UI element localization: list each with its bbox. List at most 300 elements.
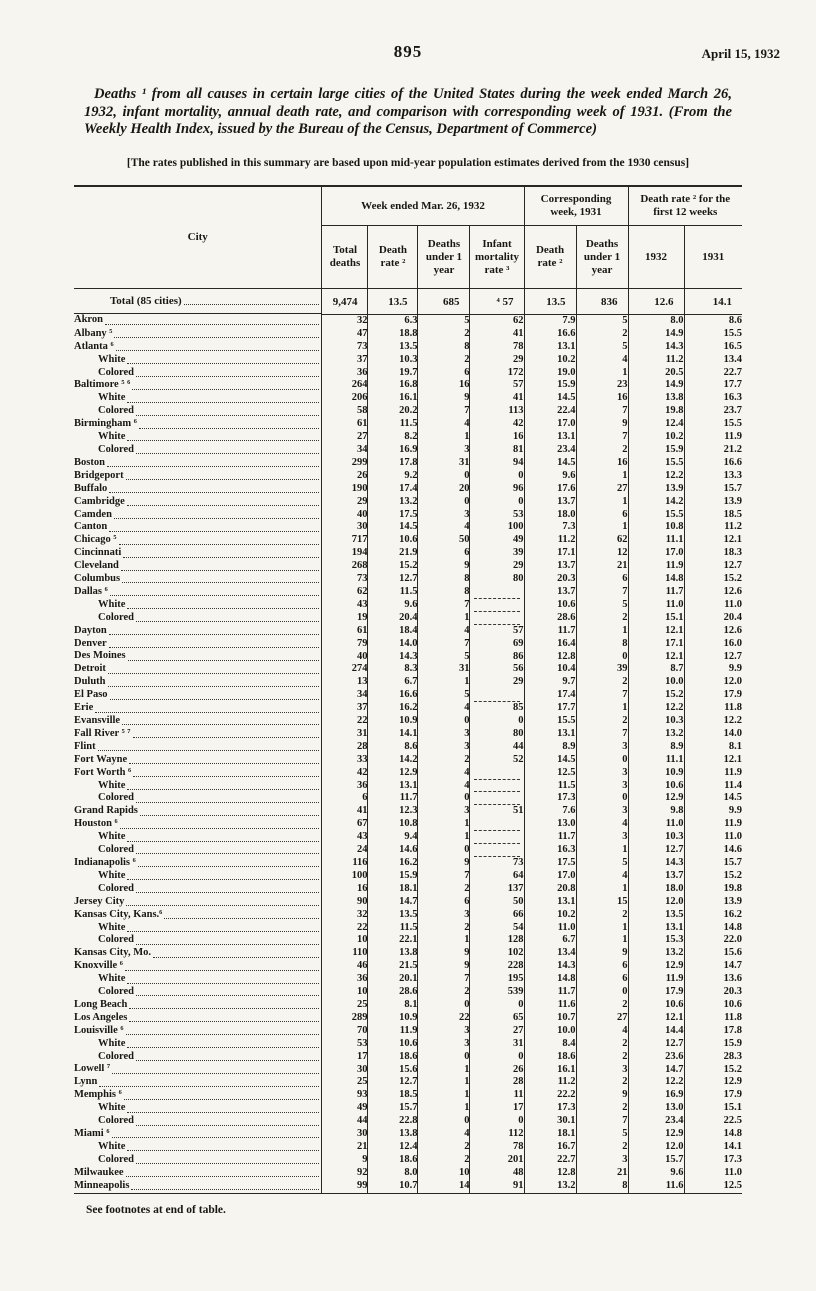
value-cell: 51 (470, 805, 524, 818)
value-cell: 13.5 (628, 909, 684, 922)
value-cell: 1 (418, 612, 470, 625)
value-cell: 9 (576, 1089, 628, 1102)
city-name: Colored (97, 844, 134, 856)
value-cell: 3 (418, 805, 470, 818)
value-cell: 10.9 (628, 767, 684, 780)
value-cell: 12.9 (684, 1076, 742, 1089)
value-cell: 22.1 (368, 934, 418, 947)
table-row (74, 1154, 742, 1167)
city-name: Colored (97, 611, 134, 623)
value-cell: 11.4 (684, 780, 742, 793)
value-cell: 57 (470, 625, 524, 638)
city-name: Cleveland (73, 560, 119, 572)
dot-leader (129, 1021, 319, 1022)
value-cell: 9.4 (368, 831, 418, 844)
city-cell (74, 1102, 322, 1115)
value-cell: 42 (470, 418, 524, 431)
value-cell: 15.2 (684, 573, 742, 586)
dot-leader (95, 712, 319, 713)
value-cell: 22.8 (368, 1115, 418, 1128)
city-cell (74, 689, 322, 702)
value-cell: 1 (576, 470, 628, 483)
dot-leader (127, 931, 319, 932)
value-cell: 685 (418, 289, 470, 315)
value-cell: 34 (322, 689, 368, 702)
value-cell: 22.0 (684, 934, 742, 947)
value-cell: 30.1 (524, 1115, 576, 1128)
value-cell: 14.3 (524, 960, 576, 973)
city-cell (74, 314, 322, 327)
value-cell: 8 (418, 341, 470, 354)
value-cell: 16.1 (368, 392, 418, 405)
value-cell: 11.8 (684, 1012, 742, 1025)
value-cell: 8.9 (524, 741, 576, 754)
city-cell (74, 780, 322, 793)
value-cell: 6 (418, 896, 470, 909)
city-cell (74, 741, 322, 754)
value-cell: 0 (418, 844, 470, 857)
value-cell: 12.2 (684, 715, 742, 728)
value-cell (470, 612, 524, 625)
value-cell: 11.5 (524, 780, 576, 793)
value-cell: 3 (576, 805, 628, 818)
value-cell: 4 (418, 418, 470, 431)
value-cell: 47 (322, 328, 368, 341)
table-row (74, 934, 742, 947)
city-name: Colored (97, 986, 134, 998)
value-cell: 15.5 (684, 328, 742, 341)
value-cell: 4 (418, 767, 470, 780)
value-cell: 15.3 (628, 934, 684, 947)
value-cell: 61 (322, 418, 368, 431)
city-name: Boston (73, 456, 105, 468)
value-cell: 39 (470, 547, 524, 560)
dot-leader (127, 789, 319, 790)
value-cell: 18.0 (628, 883, 684, 896)
value-cell: 14.9 (628, 379, 684, 392)
dot-leader (126, 479, 320, 480)
value-cell: 17.9 (684, 689, 742, 702)
blank-dashes (474, 615, 519, 625)
value-cell: 100 (470, 521, 524, 534)
city-cell (74, 289, 322, 314)
value-cell: 18.1 (368, 883, 418, 896)
value-cell: 11.2 (684, 521, 742, 534)
value-cell: 9.2 (368, 470, 418, 483)
dot-leader (114, 337, 319, 338)
value-cell: 16 (322, 883, 368, 896)
city-name: Fall River ⁵ ⁷ (73, 727, 131, 739)
value-cell: 1 (576, 922, 628, 935)
value-cell: 13.1 (628, 922, 684, 935)
value-cell: 19 (322, 612, 368, 625)
table-row (74, 676, 742, 689)
value-cell: 2 (418, 986, 470, 999)
value-cell: 9.6 (368, 599, 418, 612)
value-cell: 14.1 (368, 728, 418, 741)
value-cell: 10.3 (628, 715, 684, 728)
value-cell: 6.7 (368, 676, 418, 689)
dot-leader (119, 544, 320, 545)
value-cell: 14.1 (684, 289, 742, 315)
value-cell: 3 (576, 1154, 628, 1167)
city-cell (74, 909, 322, 922)
city-name: White (97, 779, 126, 791)
dot-leader (136, 802, 320, 803)
value-cell: 20.1 (368, 973, 418, 986)
value-cell: 12.4 (628, 418, 684, 431)
value-cell: 4 (418, 625, 470, 638)
value-cell: 3 (418, 444, 470, 457)
value-cell: 62 (576, 534, 628, 547)
value-cell: 8.7 (628, 663, 684, 676)
value-cell: 8.2 (368, 431, 418, 444)
city-name: Colored (97, 934, 134, 946)
table-row (74, 1102, 742, 1115)
value-cell: 18.4 (368, 625, 418, 638)
value-cell: 21 (576, 1167, 628, 1180)
value-cell: 1 (576, 844, 628, 857)
dot-leader (99, 1086, 319, 1087)
value-cell: 15.6 (684, 947, 742, 960)
value-cell: 10.2 (524, 354, 576, 367)
dot-leader (127, 983, 319, 984)
value-cell: 11.0 (628, 599, 684, 612)
value-cell: 7 (576, 728, 628, 741)
table-row (74, 1025, 742, 1038)
value-cell: 16.4 (524, 638, 576, 651)
value-cell: 73 (322, 341, 368, 354)
value-cell: 6.7 (524, 934, 576, 947)
dot-leader (105, 324, 320, 325)
value-cell: 61 (322, 625, 368, 638)
value-cell: 48 (470, 1167, 524, 1180)
value-cell: 15.7 (628, 1154, 684, 1167)
value-cell: 11.9 (684, 767, 742, 780)
table-row (74, 496, 742, 509)
value-cell: 11.0 (684, 1167, 742, 1180)
city-cell (74, 599, 322, 612)
value-cell (470, 780, 524, 793)
city-name: Detroit (73, 663, 106, 675)
city-cell (74, 999, 322, 1012)
value-cell: 40 (322, 651, 368, 664)
value-cell: 4 (418, 1128, 470, 1141)
dot-leader (127, 1150, 319, 1151)
value-cell: 56 (470, 663, 524, 676)
city-name: El Paso (73, 689, 108, 701)
col-header-total-deaths: Total deaths (322, 226, 368, 289)
value-cell: 19.7 (368, 367, 418, 380)
value-cell: 10 (322, 934, 368, 947)
value-cell: 11.0 (628, 818, 684, 831)
dot-leader (136, 1125, 320, 1126)
value-cell: 29 (470, 354, 524, 367)
value-cell: 30 (322, 521, 368, 534)
city-cell (74, 1038, 322, 1051)
value-cell: 18.6 (368, 1051, 418, 1064)
table-row (74, 689, 742, 702)
dot-leader (136, 853, 320, 854)
value-cell: 194 (322, 547, 368, 560)
value-cell: 23 (576, 379, 628, 392)
value-cell: 9.6 (628, 1167, 684, 1180)
value-cell: 4 (418, 521, 470, 534)
city-name: Denver (73, 637, 107, 649)
city-name: White (97, 869, 126, 881)
value-cell: 5 (418, 314, 470, 327)
city-name: Kansas City, Kans.⁶ (73, 908, 163, 920)
table-row (74, 1167, 742, 1180)
city-cell (74, 844, 322, 857)
value-cell: 2 (576, 909, 628, 922)
value-cell: 4 (576, 1025, 628, 1038)
value-cell: 25 (322, 999, 368, 1012)
value-cell: 16.9 (628, 1089, 684, 1102)
city-cell (74, 560, 322, 573)
value-cell: 40 (322, 509, 368, 522)
value-cell: 15.9 (524, 379, 576, 392)
table-row (74, 1141, 742, 1154)
city-name: Camden (73, 508, 112, 520)
value-cell: 11.9 (628, 973, 684, 986)
col-header-1931: 1931 (684, 226, 742, 289)
table-caption: Deaths ¹ from all causes in certain large cities of the United States during the week ended March 26, 1932, infant mortality, annual death rate, and comparison with corresponding week of 1931. (From the Weekly Health Index, issued by the Bureau of the Census, Department of Commerce) (84, 86, 732, 137)
value-cell: 14.1 (684, 1141, 742, 1154)
value-cell: 8.0 (368, 1167, 418, 1180)
value-cell: 4 (418, 702, 470, 715)
city-name: Total (85 cities) (109, 295, 182, 308)
city-cell (74, 534, 322, 547)
city-name: White (97, 1037, 126, 1049)
value-cell: 2 (418, 754, 470, 767)
dot-leader (126, 1034, 320, 1035)
value-cell: 15.1 (684, 1102, 742, 1115)
value-cell: 13.8 (628, 392, 684, 405)
city-name: Dayton (73, 624, 107, 636)
value-cell: 31 (322, 728, 368, 741)
dot-leader (132, 389, 319, 390)
value-cell: 17.0 (524, 870, 576, 883)
value-cell: 80 (470, 728, 524, 741)
value-cell: 10.0 (524, 1025, 576, 1038)
value-cell: 16.3 (684, 392, 742, 405)
table-row (74, 1064, 742, 1077)
city-name: Jersey City (73, 895, 125, 907)
blank-dashes (474, 782, 519, 792)
value-cell: 11.7 (524, 625, 576, 638)
blank-dashes (474, 821, 519, 831)
city-cell (74, 573, 322, 586)
col-header-death-rate-1931: Death rate ² (524, 226, 576, 289)
value-cell: 16.6 (684, 457, 742, 470)
value-cell: 11.7 (524, 831, 576, 844)
value-cell: 28.6 (524, 612, 576, 625)
value-cell: 7 (576, 586, 628, 599)
value-cell: 1 (576, 625, 628, 638)
value-cell: 8 (576, 638, 628, 651)
value-cell: 12.7 (628, 844, 684, 857)
value-cell: 11.9 (628, 560, 684, 573)
table-row (74, 341, 742, 354)
value-cell: 12.1 (684, 534, 742, 547)
value-cell: 9 (418, 560, 470, 573)
city-cell (74, 521, 322, 534)
value-cell: 13.5 (368, 341, 418, 354)
value-cell: 13.7 (628, 870, 684, 883)
blank-dashes (474, 692, 519, 702)
value-cell: 5 (418, 651, 470, 664)
value-cell: 112 (470, 1128, 524, 1141)
value-cell: 17.1 (524, 547, 576, 560)
col-header-1932: 1932 (628, 226, 684, 289)
city-name: Louisville ⁶ (73, 1024, 124, 1036)
table-row (74, 702, 742, 715)
value-cell: 12.3 (368, 805, 418, 818)
value-cell: 18.1 (524, 1128, 576, 1141)
table-row (74, 741, 742, 754)
value-cell: 23.4 (524, 444, 576, 457)
city-name: Cambridge (73, 495, 125, 507)
value-cell: 16.2 (368, 857, 418, 870)
value-cell: 7 (418, 599, 470, 612)
dot-leader (124, 1099, 320, 1100)
dot-leader (129, 763, 319, 764)
value-cell: 17.5 (368, 509, 418, 522)
value-cell: 13.6 (684, 973, 742, 986)
dot-leader (110, 595, 320, 596)
city-cell (74, 1089, 322, 1102)
value-cell: 3 (576, 1064, 628, 1077)
value-cell: 3 (418, 1025, 470, 1038)
value-cell: 7 (418, 870, 470, 883)
value-cell: 22.4 (524, 405, 576, 418)
group-header-corresponding-week: Corresponding week, 1931 (524, 186, 628, 226)
value-cell: 3 (576, 767, 628, 780)
table-row (74, 973, 742, 986)
value-cell: 0 (418, 1115, 470, 1128)
value-cell: 14.0 (684, 728, 742, 741)
value-cell: 79 (322, 638, 368, 651)
value-cell: 15.2 (684, 1064, 742, 1077)
value-cell: 18.5 (368, 1089, 418, 1102)
city-cell (74, 870, 322, 883)
value-cell: 13.7 (524, 560, 576, 573)
table-head (74, 186, 742, 289)
value-cell: 14.0 (368, 638, 418, 651)
value-cell: 73 (470, 857, 524, 870)
value-cell: 11.0 (684, 831, 742, 844)
value-cell: 30 (322, 1064, 368, 1077)
value-cell: 54 (470, 922, 524, 935)
city-name: Colored (97, 1153, 134, 1165)
city-name: Memphis ⁶ (73, 1089, 122, 1101)
city-name: White (97, 1140, 126, 1152)
value-cell: 195 (470, 973, 524, 986)
table-row (74, 354, 742, 367)
value-cell: 28 (322, 741, 368, 754)
city-cell (74, 379, 322, 392)
value-cell: 67 (322, 818, 368, 831)
table-row (74, 483, 742, 496)
value-cell: 14 (418, 1180, 470, 1194)
value-cell: 21.5 (368, 960, 418, 973)
value-cell: 16.6 (524, 328, 576, 341)
blank-dashes (474, 834, 519, 844)
value-cell: 52 (470, 754, 524, 767)
city-cell (74, 444, 322, 457)
city-name: Bridgeport (73, 469, 124, 481)
city-name: Columbus (73, 573, 121, 585)
value-cell: 0 (418, 496, 470, 509)
city-name: Indianapolis ⁶ (73, 857, 136, 868)
dot-leader (136, 415, 320, 416)
table-row (74, 599, 742, 612)
value-cell: 6.3 (368, 314, 418, 327)
value-cell: 20.3 (684, 986, 742, 999)
city-name: Lynn (73, 1076, 98, 1088)
value-cell (470, 792, 524, 805)
city-cell (74, 986, 322, 999)
value-cell: 10.4 (524, 663, 576, 676)
table-row (74, 573, 742, 586)
value-cell: 16.3 (524, 844, 576, 857)
value-cell: 6 (576, 973, 628, 986)
value-cell: 1 (576, 934, 628, 947)
value-cell: 8 (418, 573, 470, 586)
dot-leader (136, 1163, 320, 1164)
value-cell: 13.2 (628, 728, 684, 741)
value-cell: 2 (418, 1141, 470, 1154)
city-cell (74, 922, 322, 935)
value-cell: 11.1 (628, 754, 684, 767)
value-cell: 25 (322, 1076, 368, 1089)
dot-leader (136, 995, 320, 996)
value-cell: 17.7 (684, 379, 742, 392)
value-cell: 23.7 (684, 405, 742, 418)
value-cell: ⁴ 57 (470, 289, 524, 315)
value-cell: 14.2 (628, 496, 684, 509)
value-cell: 13.5 (368, 289, 418, 315)
dot-leader (136, 621, 320, 622)
city-cell (74, 1180, 322, 1194)
value-cell: 12.5 (684, 1180, 742, 1194)
city-cell (74, 547, 322, 560)
value-cell: 18.8 (368, 328, 418, 341)
city-name: Grand Rapids (73, 805, 138, 817)
value-cell: 5 (576, 857, 628, 870)
value-cell: 14.5 (684, 792, 742, 805)
value-cell: 23.6 (628, 1051, 684, 1064)
value-cell (470, 689, 524, 702)
value-cell: 2 (576, 1141, 628, 1154)
value-cell: 14.8 (684, 922, 742, 935)
value-cell: 27 (576, 1012, 628, 1025)
value-cell: 6 (322, 792, 368, 805)
value-cell: 7 (418, 973, 470, 986)
value-cell: 4 (576, 870, 628, 883)
table-body (74, 314, 742, 1193)
value-cell: 33 (322, 754, 368, 767)
city-name: Erie (73, 702, 94, 714)
table-row (74, 857, 742, 870)
city-cell (74, 1141, 322, 1154)
value-cell: 10.3 (368, 354, 418, 367)
value-cell: 13.2 (628, 947, 684, 960)
dot-leader (109, 531, 319, 532)
value-cell: 12.7 (368, 573, 418, 586)
value-cell: 14.3 (368, 651, 418, 664)
